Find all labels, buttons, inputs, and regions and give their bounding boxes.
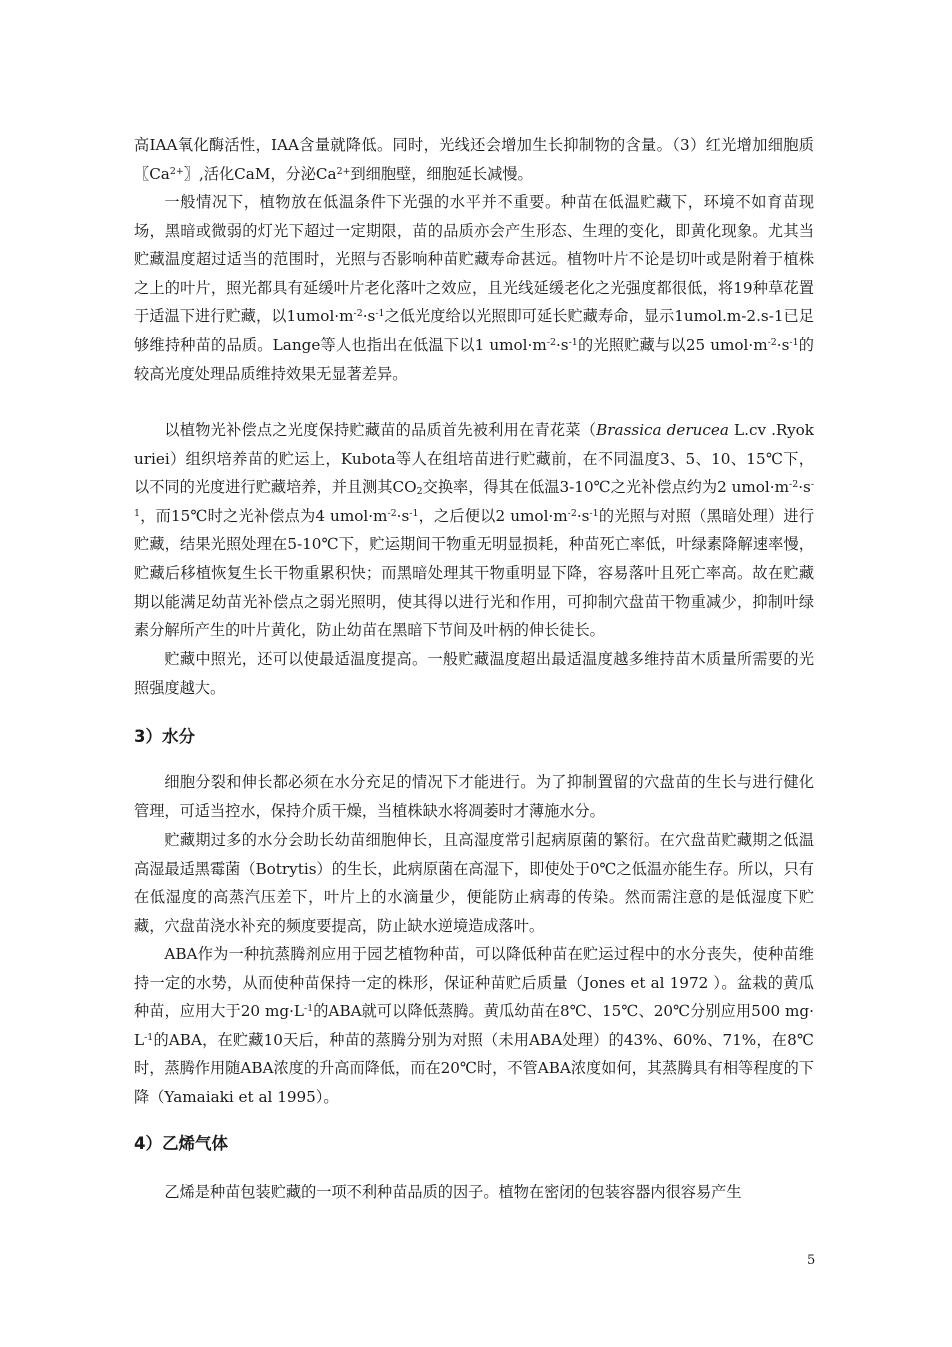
superscript: -2 [546,336,556,348]
superscript: -1 [409,507,419,519]
text-run: 的较高光度处理品质维持效果无显著差异。 [134,335,814,383]
paragraph-humidity [134,826,814,940]
superscript: -2 [789,479,799,491]
paragraph-light-effects [134,131,814,188]
superscript: -1 [304,1003,314,1015]
text-run: 乙烯是种苗包装贮藏的一项不利种苗品质的因子。植物在密闭的包装容器内很容易产生 [164,1183,742,1201]
superscript: -1 [589,507,599,519]
superscript: 2+ [169,165,184,177]
text-run: ·s [555,335,569,354]
text-run: 之低光度给以光照即可延长贮藏寿命，显示1umol.m-2.s-1已足够维持种苗的品质。Lange等人也指出在低温下以1 umol·m [134,307,814,354]
text-run: 3）水分 [134,727,195,746]
text-run: 到细胞壁，细胞延长减慢。 [350,164,533,183]
paragraph-optimal-temperature [134,645,814,702]
paragraph-aba [134,940,814,1112]
page-number: 5 [807,1253,816,1268]
section-heading-water [134,723,195,747]
italic-text: Brassica derucea [596,421,729,439]
text-run: 以植物光补偿点之光度保持贮藏苗的品质首先被利用在青花菜（ [164,421,597,439]
paragraph-ethylene [134,1178,814,1207]
text-run: 交换率，得其在低温3-10℃之光补偿点约为2 umol·m [422,478,790,497]
superscript: -1 [144,1031,154,1043]
text-run: L.cv .Ryokuriei）组织培养苗的贮运上，Kubota等人在组培苗进行贮藏前，在不同温度3、5、10、15℃下，以不同的光度进行贮藏培养，并且测其CO [134,421,815,497]
text-run: ABA作为一种抗蒸腾剂应用于园艺植物种苗，可以降低种苗在贮运过程中的水分丧失，使种苗维持一定的水势，从而使种苗保持一定的株形，保证种苗贮后质量（Jones et al 1972 ）。盆栽的黄瓜种苗，应用大于20 mg·L [134,945,814,1021]
superscript: -2 [353,308,363,320]
text-run: ·s [776,335,790,354]
superscript: -2 [767,336,777,348]
text-run: 〗,活化CaM，分泌Ca [183,164,337,183]
superscript: -1 [134,479,815,519]
text-run: 的ABA，在贮藏10天后，种苗的蒸腾分别为对照（未用ABA处理）的43%、60%、71%，在8℃时，蒸腾作用随ABA浓度的升高而降低，而在20℃时，不管ABA浓度如何，其蒸腾具有相等程度的下降（Yamaiaki et al 1995）。 [134,1030,814,1106]
text-run: 的光照贮藏与以25 umol·m [577,335,768,354]
text-run: ·s [396,506,410,525]
text-run: ，而15℃时之光补偿点为4 umol·m [140,506,388,525]
text-run: ·s [362,307,376,326]
text-run: 细胞分裂和伸长都必须在水分充足的情况下才能进行。为了抑制置留的穴盘苗的生长与进行健化管理，可适当控水，保持介质干燥，当植株缺水将凋萎时才薄施水分。 [134,773,814,820]
text-run: 一般情况下，植物放在低温条件下光强的水平并不重要。种苗在低温贮藏下，环境不如育苗现场，黑暗或微弱的灯光下超过一定期限，苗的品质亦会产生形态、生理的变化，即黄化现象。尤其当贮藏温度超过适当的范围时，光照与否影响种苗贮藏寿命甚远。植物叶片不论是切叶或是附着于植株之上的叶片，照光都具有延缓叶片老化落叶之效应，且光线延缓老化之光强度都很低，将19种草花置于适温下进行贮藏，以1umol·m [134,193,814,326]
text-run: ，之后便以2 umol·m [418,506,568,525]
paragraph-compensation-point [134,416,814,645]
subscript: 2 [416,486,423,498]
superscript: -1 [789,336,799,348]
text-run: 贮藏期过多的水分会助长幼苗细胞伸长，且高湿度常引起病原菌的繁衍。在穴盘苗贮藏期之低温高湿最适黑霉菌（Botrytis）的生长，此病原菌在高湿下，即使处于0℃之低温亦能生存。所以，只有在低湿度的高蒸汽压差下，叶片上的水滴量少，便能防止病毒的传染。然而需注意的是低湿度下贮藏，穴盘苗浇水补充的频度要提高，防止缺水逆境造成落叶。 [134,831,814,935]
text-run: 贮藏中照光，还可以使最适温度提高。一般贮藏温度超出最适温度越多维持苗木质量所需要的光照强度越大。 [134,650,814,697]
text-run: 4）乙烯气体 [134,1134,228,1153]
paragraph-water-control [134,768,814,825]
text-run: 高IAA氧化酶活性，IAA含量就降低。同时，光线还会增加生长抑制物的含量。（3）红光增加细胞质〖Ca [134,136,814,183]
superscript: -1 [568,336,578,348]
paragraph-low-light-storage [134,188,814,388]
superscript: 2+ [336,165,351,177]
text-run: ·s [798,478,811,497]
superscript: -2 [387,507,397,519]
text-run: ·s [576,506,590,525]
text-run: 的光照与对照（黑暗处理）进行贮藏，结果光照处理在5-10℃下，贮运期间干物重无明显损耗，种苗死亡率低，叶绿素降解速率慢，贮藏后移植恢复生长干物重累积快；而黑暗处理其干物重明显下降，容易落叶且死亡率高。故在贮藏期以能满足幼苗光补偿点之弱光照明，使其得以进行光和作用，可抑制穴盘苗干物重减少，抑制叶绿素分解所产生的叶片黄化，防止幼苗在黑暗下节间及叶柄的伸长徒长。 [134,506,815,640]
section-heading-ethylene [134,1130,228,1154]
superscript: -1 [375,308,385,320]
superscript: -2 [567,507,577,519]
text-run: 的ABA就可以降低蒸腾。黄瓜幼苗在8℃、15℃、20℃分别应用500 mg·L [134,1002,814,1049]
